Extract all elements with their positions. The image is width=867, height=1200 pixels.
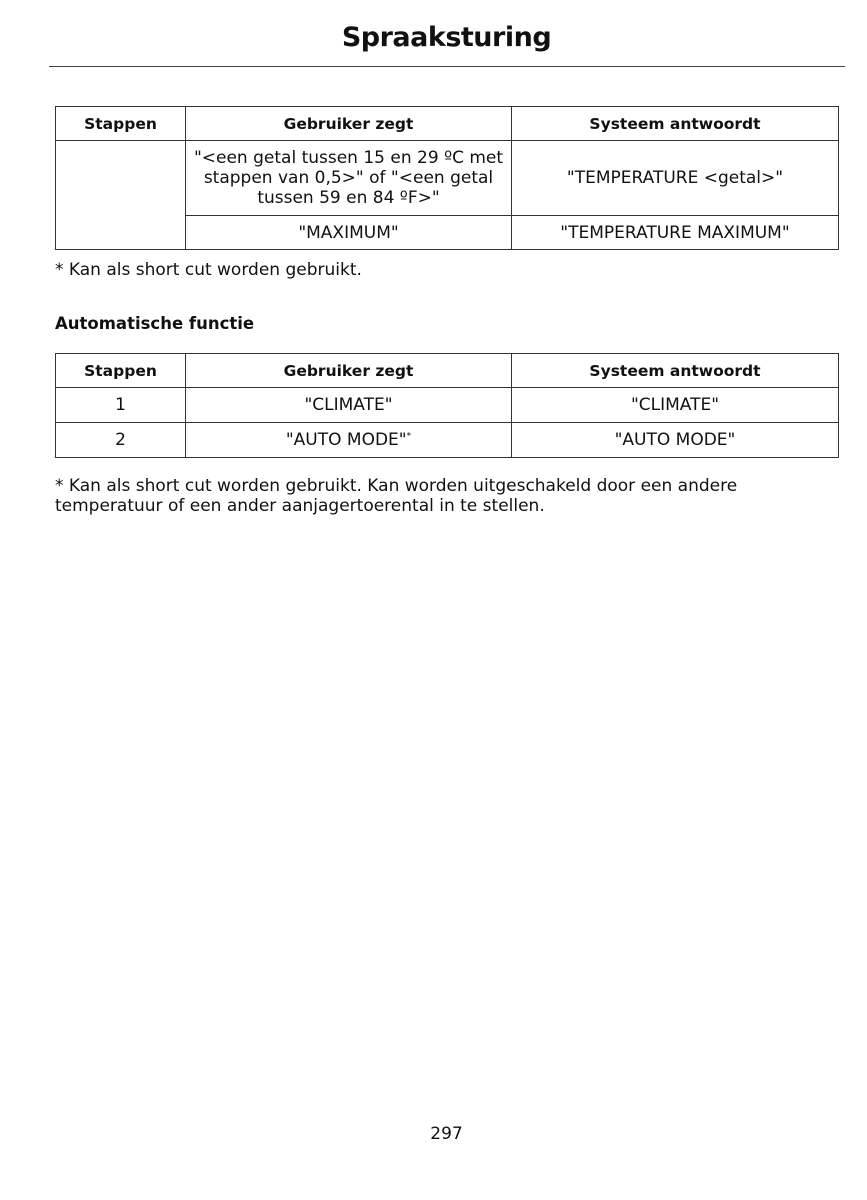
page-number: 297 (430, 1124, 463, 1144)
column-header-steps: Stappen (56, 354, 186, 388)
column-header-user-says: Gebruiker zegt (186, 107, 512, 141)
system-responds-cell: "TEMPERATURE MAXIMUM" (512, 216, 839, 250)
step-cell: 2 (56, 423, 186, 458)
user-says-cell: "<een getal tussen 15 en 29 ºC met stappen van 0,5>" of "<een getal tussen 59 en 84 ºF>" (186, 141, 512, 216)
table-row (56, 388, 839, 423)
table1-footnote: * Kan als short cut worden gebruikt. (55, 260, 362, 280)
table-header-row (56, 107, 839, 141)
page-title: Spraaksturing (341, 22, 552, 53)
temperature-commands-table (55, 106, 839, 250)
column-header-user-says: Gebruiker zegt (186, 354, 512, 388)
system-responds-cell: "CLIMATE" (512, 388, 839, 423)
section-heading: Automatische functie (55, 314, 255, 333)
step-cell: 1 (56, 388, 186, 423)
column-header-system-responds: Systeem antwoordt (512, 354, 839, 388)
user-says-cell: "MAXIMUM" (186, 216, 512, 250)
system-responds-cell: "AUTO MODE" (512, 423, 839, 458)
column-header-system-responds: Systeem antwoordt (512, 107, 839, 141)
user-says-cell (186, 423, 512, 458)
system-responds-cell: "TEMPERATURE <getal>" (512, 141, 839, 216)
user-says-cell (186, 388, 512, 423)
table-row (56, 423, 839, 458)
automatic-function-table (55, 353, 839, 458)
user-says-text: "CLIMATE" (304, 395, 393, 415)
table2-footnote: * Kan als short cut worden gebruikt. Kan worden uitgeschakeld door een andere temperatuur of een ander aanjagertoerental in te stellen. (55, 476, 738, 516)
title-divider (49, 66, 845, 67)
user-says-text: "AUTO MODE" (285, 430, 407, 450)
table-header-row (56, 354, 839, 388)
step-cell (56, 141, 186, 250)
column-header-steps: Stappen (56, 107, 186, 141)
table-row (56, 141, 839, 216)
footnote-marker: * (406, 431, 412, 442)
